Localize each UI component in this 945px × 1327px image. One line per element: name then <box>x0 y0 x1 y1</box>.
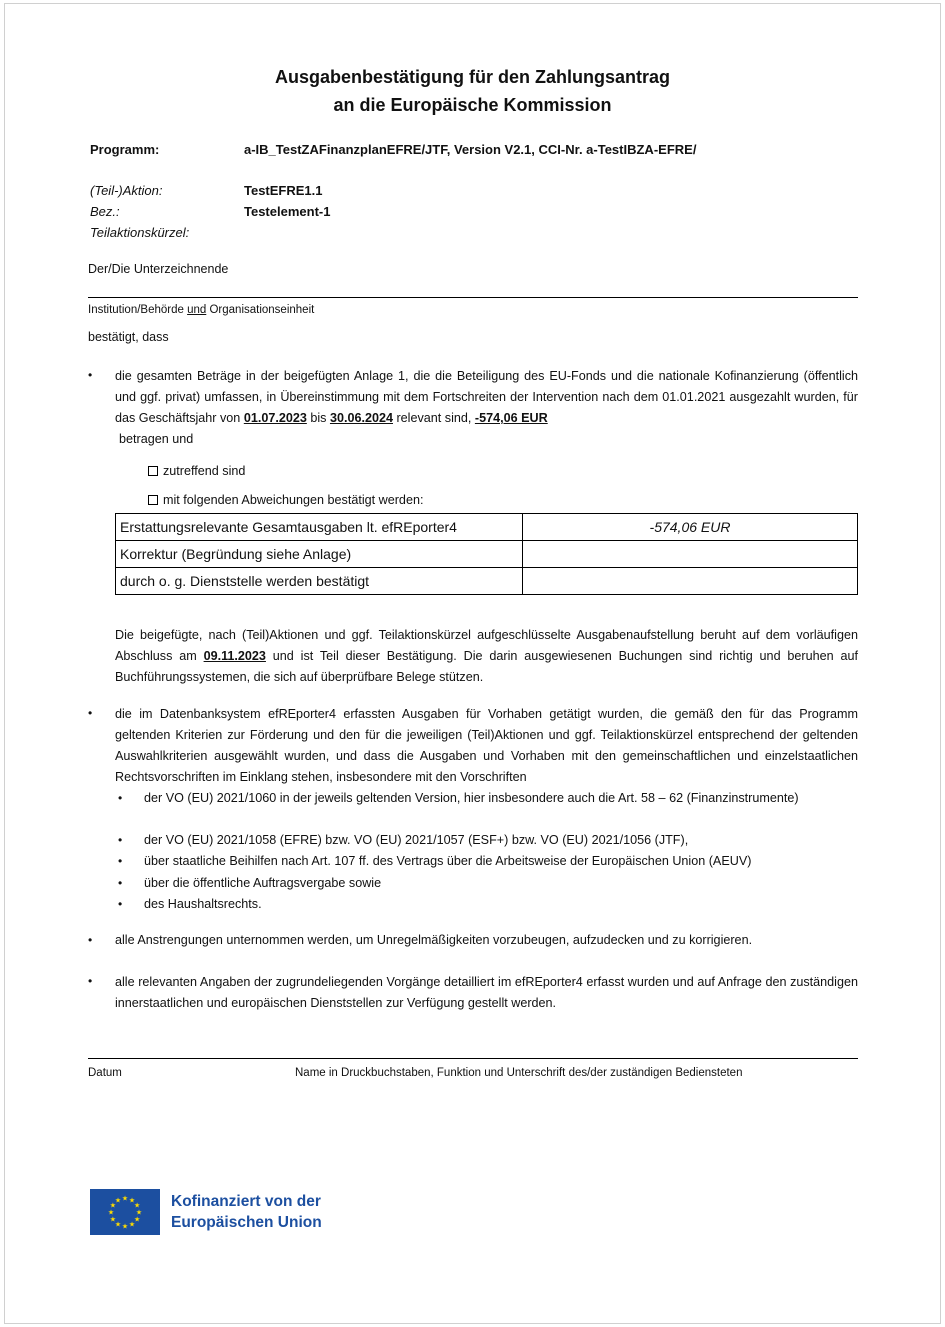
confirms-text: bestätigt, dass <box>88 330 169 344</box>
bullet-1-continuation: betragen und <box>119 432 194 446</box>
eu-star-icon: ★ <box>121 1223 129 1231</box>
sub-bullet-text: über staatliche Beihilfen nach Art. 107 ff. des Vertrags über die Arbeitsweise der Europäischen Union (AEUV) <box>144 854 752 868</box>
bez-value: Testelement-1 <box>244 204 331 219</box>
eu-star-icon: ★ <box>121 1195 129 1203</box>
table-cell-value: -574,06 EUR <box>523 514 858 541</box>
bullet-1-marker: • <box>88 368 93 382</box>
eu-cofunding-line2: Europäischen Union <box>171 1214 322 1231</box>
aktion-value: TestEFRE1.1 <box>244 183 323 198</box>
table-cell-label: durch o. g. Dienststelle werden bestätigt <box>116 568 523 595</box>
bullet-3-text: alle Anstrengungen unternommen werden, um Unregelmäßigkeiten vorzubeugen, aufzudecken und zu korrigieren. <box>115 933 753 947</box>
bullet-3-marker: • <box>88 933 93 947</box>
signatory-intro: Der/Die Unterzeichnende <box>88 262 229 276</box>
eu-stars-icon <box>90 1189 160 1235</box>
sub-bullet-marker: • <box>118 854 123 868</box>
sub-bullet-marker: • <box>118 876 123 890</box>
eu-cofunding-line1: Kofinanziert von der <box>171 1193 321 1210</box>
eu-flag-icon <box>90 1189 160 1235</box>
aktion-label: (Teil-)Aktion: <box>90 183 163 198</box>
attachment-note: Die beigefügte, nach (Teil)Aktionen und ggf. Teilaktionskürzel aufgeschlüsselte Ausgabenaufstellung beruht auf dem vorläufigen Abschluss am 09.11.2023 und ist Teil dieser Bestätigung. Die darin ausgewiesenen Buchungen sind richtig und beruhen auf Buchführungssystemen, die sich auf überprüfbare Belege stützen. <box>115 628 858 684</box>
table-row <box>116 568 858 595</box>
table-cell-label: Erstattungsrelevante Gesamtausgaben lt. efREporter4 <box>116 514 523 541</box>
option-abweichungen[interactable]: mit folgenden Abweichungen bestätigt werden: <box>148 490 423 511</box>
date-label: Datum <box>88 1067 122 1079</box>
checkbox-zutreffend[interactable] <box>148 466 158 476</box>
eu-star-icon: ★ <box>128 1221 136 1229</box>
summary-table <box>115 513 858 595</box>
sub-bullet-text: über die öffentliche Auftragsvergabe sowie <box>144 876 382 890</box>
eu-star-icon: ★ <box>107 1209 115 1217</box>
eu-star-icon: ★ <box>114 1221 122 1229</box>
eu-star-icon: ★ <box>133 1202 141 1210</box>
eu-star-icon: ★ <box>109 1216 117 1224</box>
table-cell-label: Korrektur (Begründung siehe Anlage) <box>116 541 523 568</box>
option-zutreffend[interactable]: zutreffend sind <box>148 461 245 482</box>
sub-bullet-marker: • <box>118 791 123 805</box>
eu-star-icon: ★ <box>128 1197 136 1205</box>
programm-label: Programm: <box>90 142 160 157</box>
sub-bullet-marker: • <box>118 897 123 911</box>
bullet-1-text: die gesamten Beträge in der beigefügten Anlage 1, die die Beteiligung des EU-Fonds und die nationale Kofinanzierung (öffentlich und ggf. privat) umfassen, in Übereinstimmung mit dem Fortschreiten der Intervention nach dem 01.01.2021 ausgezahlt wurden, für das Geschäftsjahr von 01.07.2023 bis 30.06.2024 relevant sind, -574,06 EUR <box>115 369 858 425</box>
institution-line <box>88 297 858 298</box>
table-row <box>116 514 858 541</box>
bullet-4-marker: • <box>88 974 93 988</box>
bullet-4-text: alle relevanten Angaben der zugrundeliegenden Vorgänge detailliert im efREporter4 erfasst wurden und auf Anfrage den zuständigen innerstaatlichen und europäischen Dienststellen zur Verfügung gestellt werden. <box>115 975 858 1010</box>
sub-bullet-text: des Haushaltsrechts. <box>144 897 262 911</box>
bullet-2-text: die im Datenbanksystem efREporter4 erfassten Ausgaben für Vorhaben getätigt wurden, die gemäß den für das Programm geltenden Kriterien zur Förderung und den für die jeweiligen (Teil)Aktionen und ggf. Teilaktionskürzel entsprechend der geltenden Auswahlkriterien ausgewählt wurden, und dass die Ausgaben und Vorhaben mit den gemeinschaftlichen und einzelstaatlichen Rechtsvorschriften im Einklang stehen, insbesondere mit den Vorschriften <box>115 707 858 784</box>
teilaktionskuerzel-label: Teilaktionskürzel: <box>90 225 190 240</box>
checkbox-abweichungen[interactable] <box>148 495 158 505</box>
document-title-line1: Ausgabenbestätigung für den Zahlungsantrag <box>274 67 670 87</box>
sub-bullet-marker: • <box>118 833 123 847</box>
table-cell-value <box>523 541 858 568</box>
signature-line <box>88 1058 858 1059</box>
sub-bullet-text: der VO (EU) 2021/1058 (EFRE) bzw. VO (EU) 2021/1057 (ESF+) bzw. VO (EU) 2021/1056 (JTF), <box>144 833 689 847</box>
eu-cofunding-text <box>171 1191 322 1233</box>
sub-bullet-text: der VO (EU) 2021/1060 in der jeweils geltenden Version, hier insbesondere auch die Art. 58 – 62 (Finanzinstrumente) <box>144 791 799 805</box>
table-row <box>116 541 858 568</box>
document-title-line2: an die Europäische Kommission <box>333 95 612 115</box>
programm-value: a-IB_TestZAFinanzplanEFRE/JTF, Version V2.1, CCI-Nr. a-TestIBZA-EFRE/ <box>244 142 697 157</box>
eu-star-icon: ★ <box>114 1197 122 1205</box>
bullet-2-marker: • <box>88 706 93 720</box>
bez-label: Bez.: <box>90 204 120 219</box>
eu-star-icon: ★ <box>133 1216 141 1224</box>
institution-label: Institution/Behörde und Organisationseinheit <box>88 304 315 316</box>
table-cell-value <box>523 568 858 595</box>
eu-star-icon: ★ <box>109 1202 117 1210</box>
signature-label: Name in Druckbuchstaben, Funktion und Unterschrift des/der zuständigen Bediensteten <box>295 1067 743 1079</box>
eu-star-icon: ★ <box>135 1209 143 1217</box>
